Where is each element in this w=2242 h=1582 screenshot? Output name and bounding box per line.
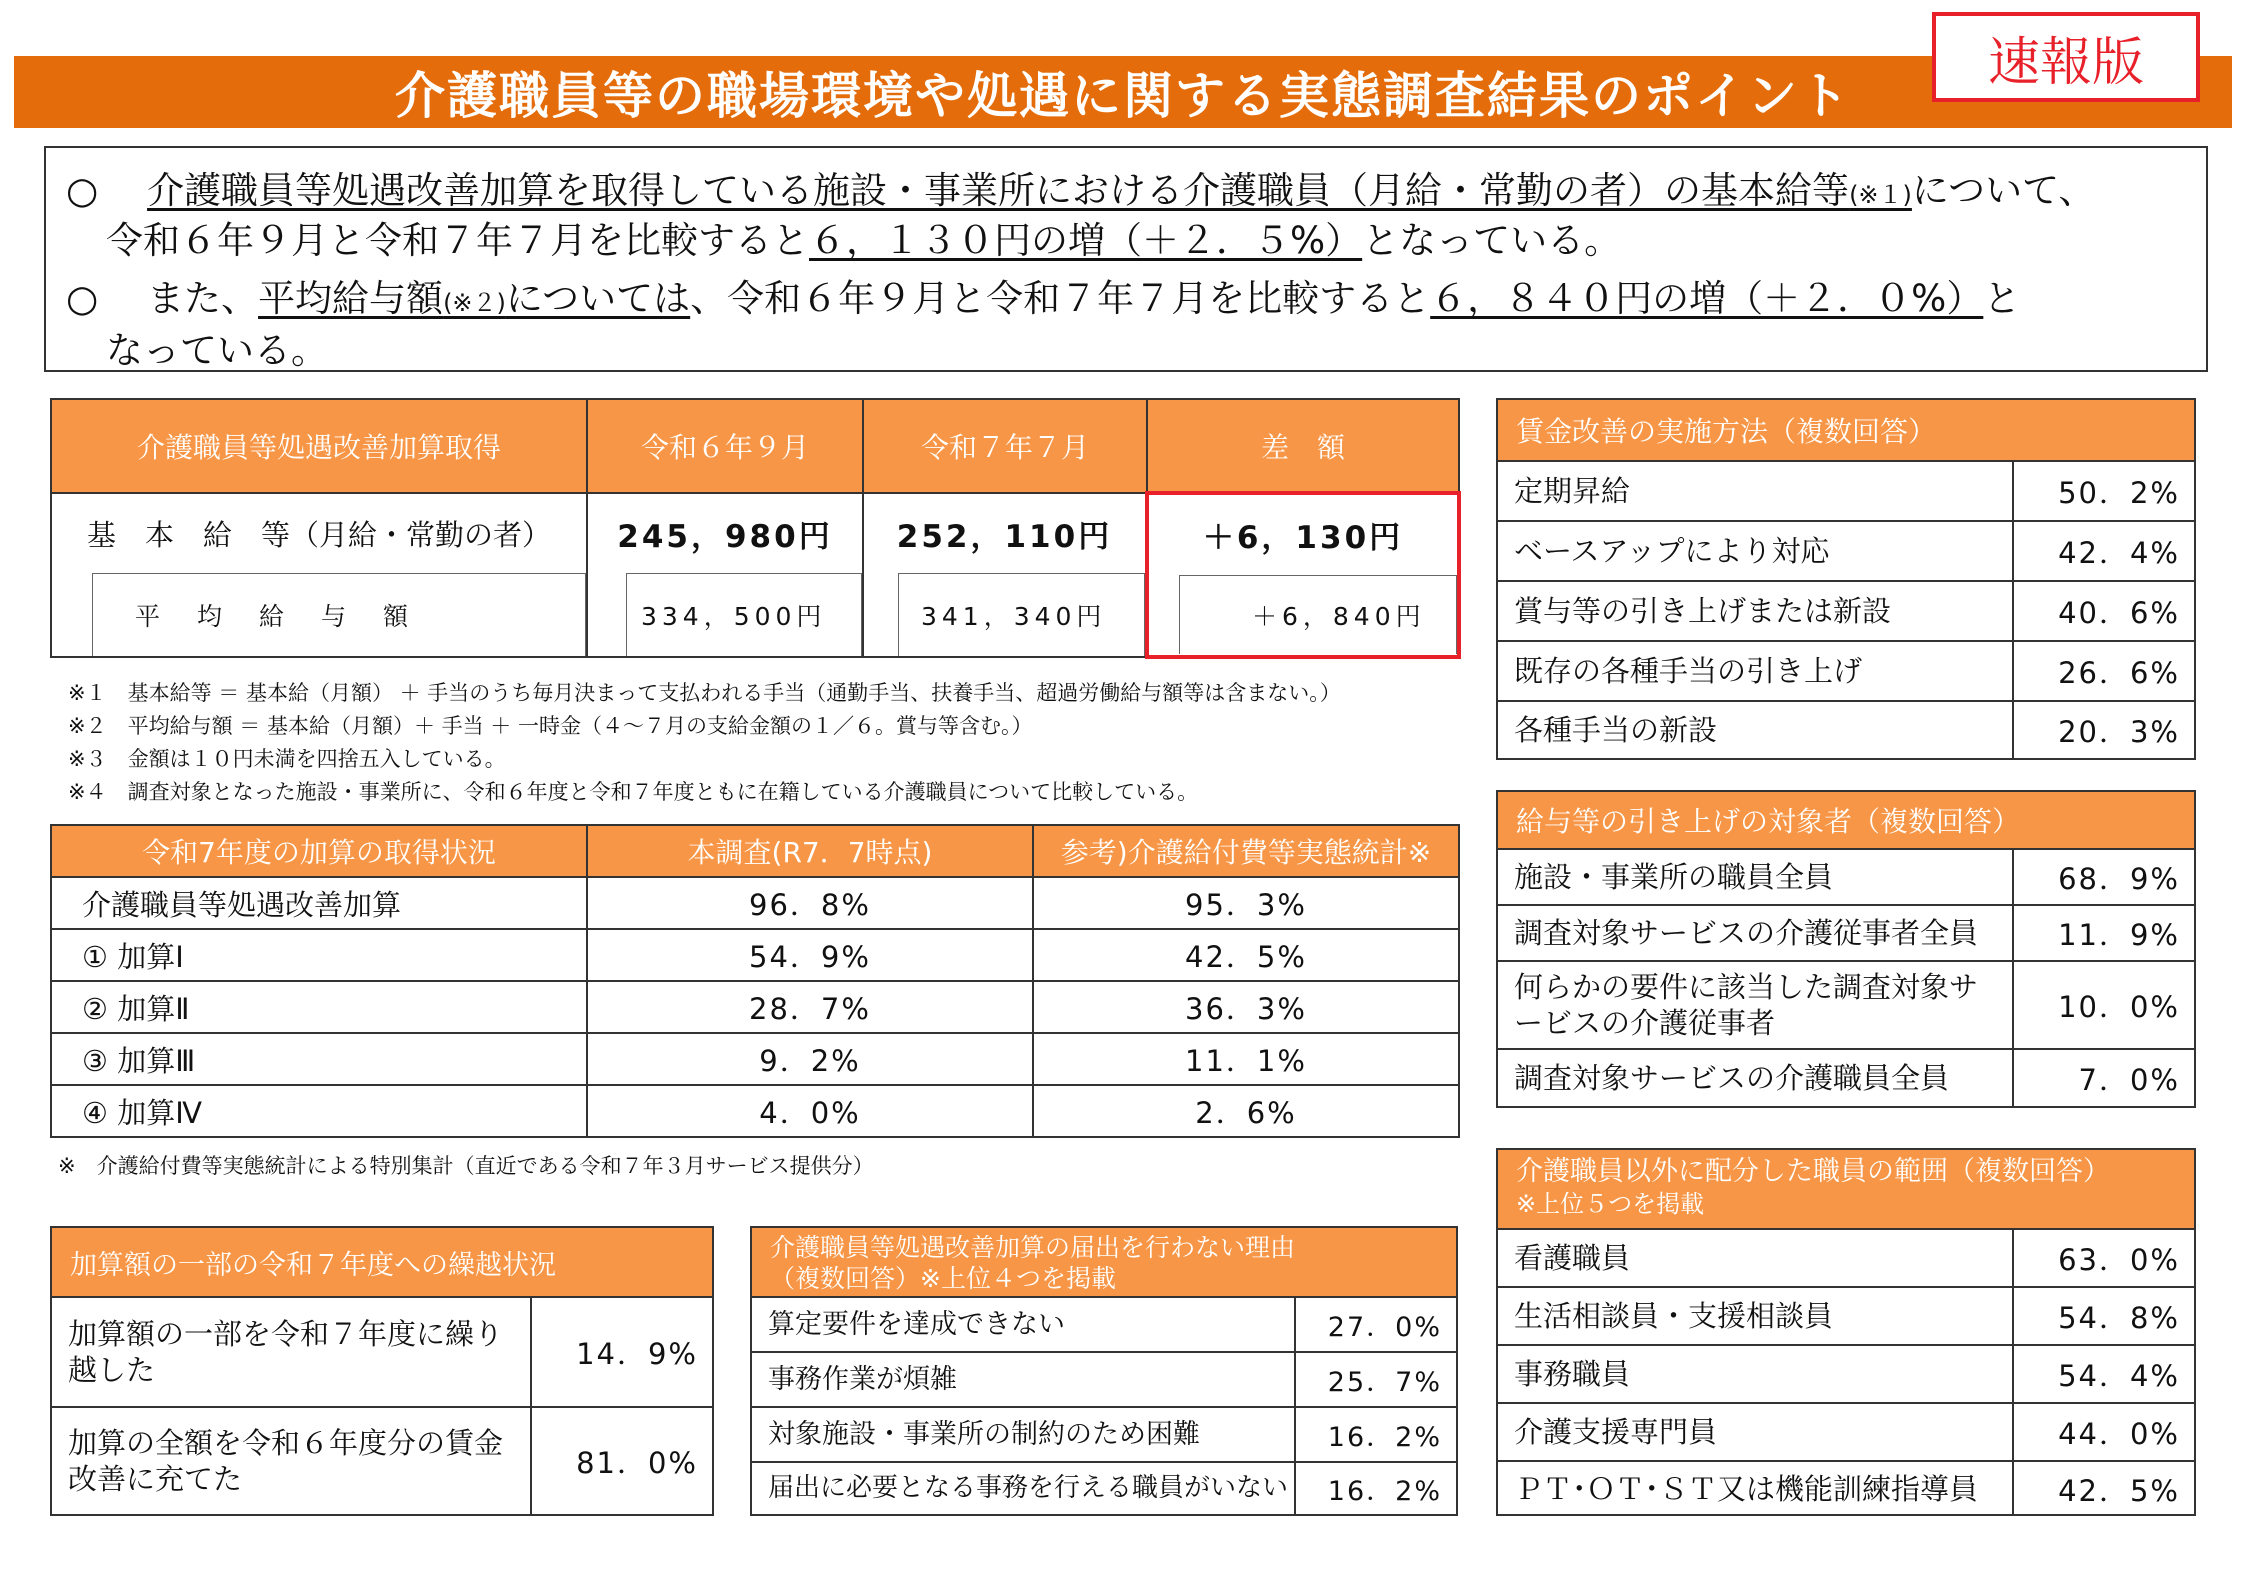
salary-header-sep: 令和６年９月 (587, 399, 863, 493)
wage-methods-row-value: 50．2% (2058, 475, 2180, 510)
carryover-row-label: 加算の全額を令和６年度分の賃金改善に充てた (52, 1408, 532, 1514)
acquisition-table (50, 824, 1460, 1138)
carryover-row-value: 14．9% (576, 1336, 698, 1371)
other-staff-row (1498, 1460, 2194, 1516)
other-staff-row-label: 介護支援専門員 (1498, 1404, 2014, 1460)
summary-subject: 介護職員等処遇改善加算を取得している施設・事業所における介護職員（月給・常勤の者）の基本給等(※１) (147, 169, 1912, 212)
average-pay-increase: ６，８４０円の増（＋２．０%） (1430, 277, 1984, 320)
raise-targets-title: 給与等の引き上げの対象者（複数回答） (1498, 792, 2194, 848)
no-filing-row-label: 対象施設・事業所の制約のため困難 (752, 1408, 1296, 1461)
no-filing-row (752, 1406, 1456, 1461)
other-staff-row (1498, 1286, 2194, 1344)
no-filing-row-value: 16．2% (1327, 1422, 1442, 1453)
no-filing-row-label: 届出に必要となる事務を行える職員がいない (752, 1463, 1296, 1514)
no-filing-row-value: 16．2% (1327, 1476, 1442, 1507)
wage-methods-row-value: 40．6% (2058, 595, 2180, 630)
no-filing-panel (750, 1226, 1458, 1516)
acquisition-note: ※ 介護給付費等実態統計による特別集計（直近である令和７年３月サービス提供分） (58, 1154, 874, 1178)
other-staff-row (1498, 1344, 2194, 1402)
acq-header-item: 令和7年度の加算の取得状況 (51, 825, 587, 877)
page-title-bar (14, 56, 2232, 128)
footnote-4: ※４ 調査対象となった施設・事業所に、令和６年度と令和７年度ともに在籍している介護職員について比較している。 (68, 780, 1199, 804)
other-staff-title (1498, 1150, 2194, 1228)
acq-row-reference: 95．3% (1033, 877, 1459, 929)
wage-methods-row-label: 定期昇給 (1498, 462, 2014, 520)
average-pay-sep: 334，500円 (626, 573, 862, 656)
other-staff-panel (1496, 1148, 2196, 1516)
other-staff-row-label: ＰＴ･ＯＴ･ＳＴ又は機能訓練指導員 (1498, 1462, 2014, 1516)
carryover-row-label: 加算額の一部を令和７年度に繰り越した (52, 1298, 532, 1406)
summary-line-3: ○ また、平均給与額(※２)については、令和６年９月と令和７年７月を比較すると６，８４０円の増（＋２．０%）と (66, 277, 2021, 320)
acq-row-label: ④ 加算Ⅳ (51, 1085, 587, 1137)
other-staff-title-line1: 介護職員以外に配分した職員の範囲（複数回答） (1516, 1156, 2110, 1187)
wage-methods-row (1498, 460, 2194, 520)
wage-methods-row (1498, 640, 2194, 700)
raise-targets-row-value: 11．9% (2058, 917, 2180, 952)
acq-row-survey: 54．9% (587, 929, 1033, 981)
average-pay-term: 平均給与額(※２)については (258, 277, 691, 320)
other-staff-row-value: 44．0% (2058, 1416, 2180, 1451)
other-staff-row (1498, 1228, 2194, 1286)
other-staff-row-label: 生活相談員・支援相談員 (1498, 1288, 2014, 1344)
carryover-title: 加算額の一部の令和７年度への繰越状況 (52, 1228, 712, 1296)
acq-row-label: 介護職員等処遇改善加算 (51, 877, 587, 929)
no-filing-row-label: 事務作業が煩雑 (752, 1353, 1296, 1406)
acq-row-reference: 36．3% (1033, 981, 1459, 1033)
salary-header-jul: 令和７年７月 (863, 399, 1147, 493)
wage-methods-row-value: 26．6% (2058, 655, 2180, 690)
no-filing-title-line1: 介護職員等処遇改善加算の届出を行わない理由 (770, 1233, 1296, 1262)
wage-methods-row-value: 42．4% (2058, 535, 2180, 570)
wage-methods-row-label: 各種手当の新設 (1498, 702, 2014, 758)
base-pay-label: 基 本 給 等（月給・常勤の者） (51, 493, 587, 573)
raise-targets-panel (1496, 790, 2196, 1108)
no-filing-title (752, 1228, 1456, 1296)
wage-methods-title: 賃金改善の実施方法（複数回答） (1498, 400, 2194, 460)
other-staff-title-line2: ※上位５つを掲載 (1516, 1190, 1705, 1218)
carryover-row (52, 1296, 712, 1406)
acq-row-label: ① 加算Ⅰ (51, 929, 587, 981)
salary-header-diff: 差 額 (1147, 399, 1459, 493)
no-filing-row (752, 1461, 1456, 1514)
average-pay-label: 平 均 給 与 額 (92, 573, 586, 656)
no-filing-row (752, 1351, 1456, 1406)
page-title: 介護職員等の職場環境や処遇に関する実態調査結果のポイント (395, 67, 1851, 125)
acq-row-reference: 11．1% (1033, 1033, 1459, 1085)
acq-row-survey: 28．7% (587, 981, 1033, 1033)
raise-targets-row-label: 調査対象サービスの介護職員全員 (1498, 1050, 2014, 1106)
no-filing-title-line2: （複数回答）※上位４つを掲載 (770, 1264, 1116, 1293)
preliminary-badge: 速報版 (1932, 12, 2200, 102)
wage-methods-row-label: 賞与等の引き上げまたは新設 (1498, 582, 2014, 640)
summary-line-4: なっている。 (106, 329, 328, 372)
wage-methods-row (1498, 520, 2194, 580)
wage-methods-row-label: 既存の各種手当の引き上げ (1498, 642, 2014, 700)
average-pay-jul: 341，340円 (898, 573, 1145, 656)
summary-line-2: 令和６年９月と令和７年７月を比較すると６，１３０円の増（＋２．５%）となっている。 (106, 219, 1622, 262)
summary-box (44, 146, 2208, 372)
bullet-icon: ○ (66, 169, 99, 212)
summary-text: について、 (1911, 169, 2096, 212)
salary-table (50, 398, 1461, 659)
other-staff-row-value: 42．5% (2058, 1473, 2180, 1508)
wage-methods-row-value: 20．3% (2058, 714, 2180, 749)
wage-methods-row (1498, 700, 2194, 758)
base-pay-jul: 252，110円 (863, 493, 1147, 573)
wage-methods-row-label: ベースアップにより対応 (1498, 522, 2014, 580)
acq-row-survey: 9．2% (587, 1033, 1033, 1085)
other-staff-row-value: 54．8% (2058, 1300, 2180, 1335)
footnote-3: ※３ 金額は１０円未満を四捨五入している。 (68, 747, 506, 771)
acq-header-survey: 本調査(R7．7時点) (587, 825, 1033, 877)
base-pay-sep: 245，980円 (587, 493, 863, 573)
raise-targets-row-value: 68．9% (2058, 861, 2180, 896)
acq-row-survey: 4．0% (587, 1085, 1033, 1137)
carryover-panel (50, 1226, 714, 1516)
other-staff-row-value: 63．0% (2058, 1242, 2180, 1277)
acq-row-label: ③ 加算Ⅲ (51, 1033, 587, 1085)
acq-row-reference: 2．6% (1033, 1085, 1459, 1137)
raise-targets-row (1498, 848, 2194, 904)
raise-targets-row-label: 何らかの要件に該当した調査対象サービスの介護従事者 (1498, 962, 2014, 1048)
footnote-1: ※１ 基本給等 ＝ 基本給（月額） ＋ 手当のうち毎月決まって支払われる手当（通勤手当、扶養手当、超過労働給与額等は含まない。） (68, 681, 1341, 705)
raise-targets-row (1498, 904, 2194, 960)
no-filing-row-value: 25．7% (1327, 1367, 1442, 1398)
raise-targets-row-label: 調査対象サービスの介護従事者全員 (1498, 906, 2014, 960)
carryover-row-value: 81．0% (576, 1445, 698, 1480)
acq-row-reference: 42．5% (1033, 929, 1459, 981)
raise-targets-row (1498, 960, 2194, 1048)
other-staff-row-value: 54．4% (2058, 1358, 2180, 1393)
carryover-row (52, 1406, 712, 1514)
base-pay-increase: ６，１３０円の増（＋２．５%） (809, 219, 1363, 262)
raise-targets-row-label: 施設・事業所の職員全員 (1498, 850, 2014, 904)
other-staff-row-label: 看護職員 (1498, 1230, 2014, 1286)
no-filing-row (752, 1296, 1456, 1351)
wage-methods-panel (1496, 398, 2196, 760)
bullet-icon: ○ (66, 277, 99, 320)
raise-targets-row-value: 7．0% (2078, 1062, 2180, 1097)
raise-targets-row (1498, 1048, 2194, 1106)
no-filing-row-value: 27．0% (1327, 1312, 1442, 1343)
salary-header-item: 介護職員等処遇改善加算取得 (51, 399, 587, 493)
base-pay-diff: ＋6，130円 (1147, 493, 1459, 573)
footnote-2: ※２ 平均給与額 ＝ 基本給（月額）＋ 手当 ＋ 一時金（４～７月の支給金額の１／６。賞与等含む。） (68, 714, 1033, 738)
other-staff-row-label: 事務職員 (1498, 1346, 2014, 1402)
average-pay-diff: ＋6，840円 (1179, 575, 1457, 654)
acq-row-survey: 96．8% (587, 877, 1033, 929)
no-filing-row-label: 算定要件を達成できない (752, 1298, 1296, 1351)
summary-line-1 (66, 160, 2095, 214)
acq-header-reference: 参考)介護給付費等実態統計※ (1033, 825, 1459, 877)
acq-row-label: ② 加算Ⅱ (51, 981, 587, 1033)
wage-methods-row (1498, 580, 2194, 640)
other-staff-row (1498, 1402, 2194, 1460)
raise-targets-row-value: 10．0% (2058, 989, 2180, 1024)
